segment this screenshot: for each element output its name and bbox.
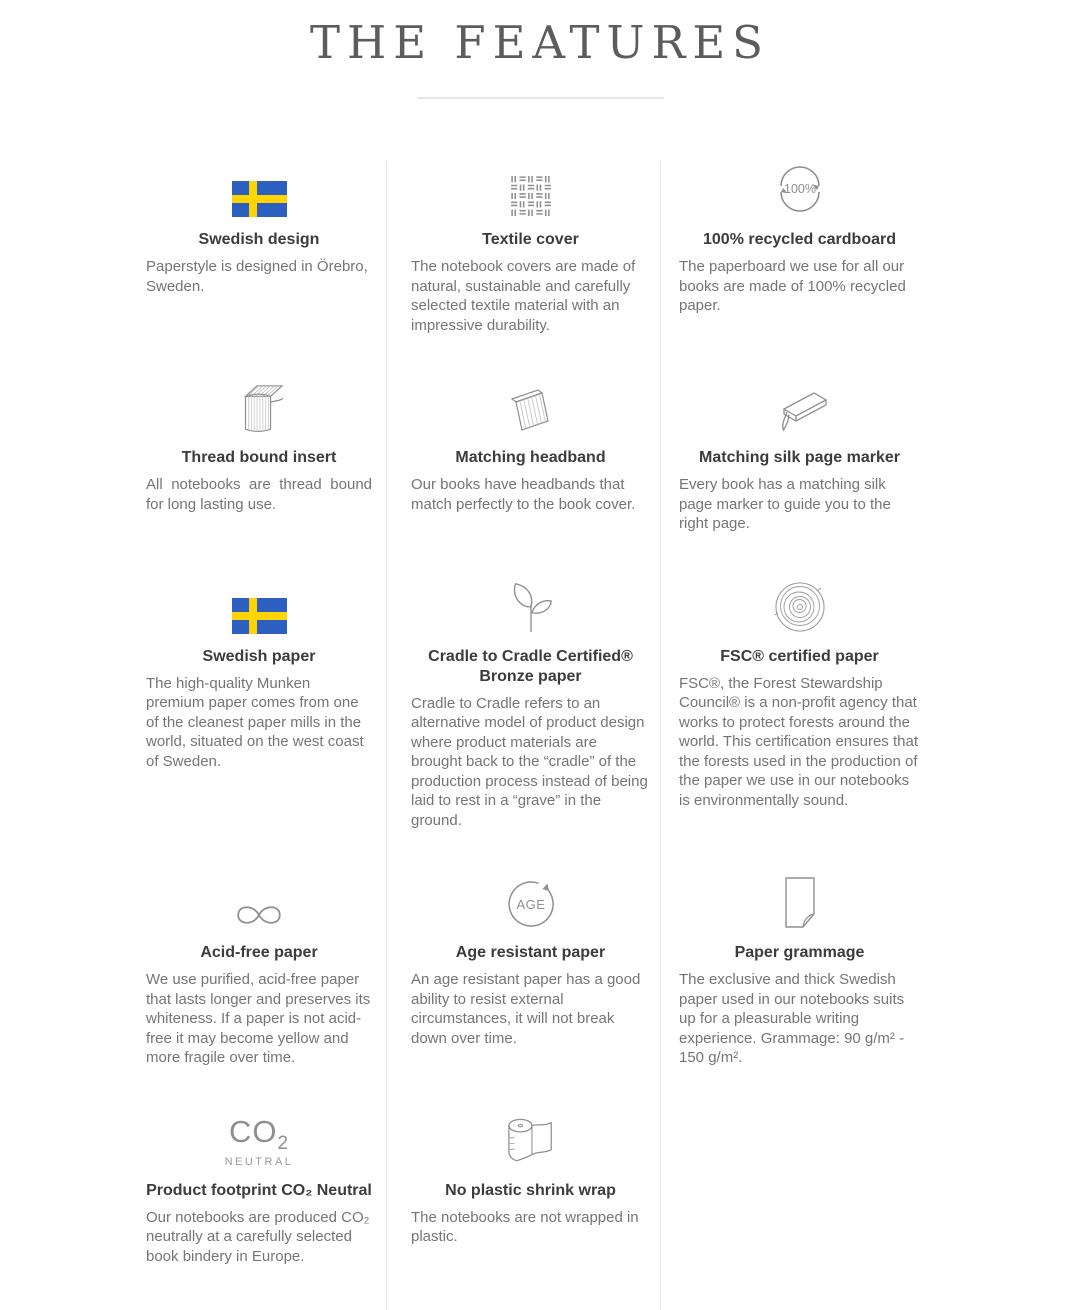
feature-body: The notebook covers are made of natural, sustainable and carefully selected textile material with an impressive durability. — [411, 257, 650, 335]
feature-card-acid-free — [140, 874, 386, 1112]
feature-title: Swedish paper — [146, 647, 372, 667]
feature-body: The paperboard we use for all our books are made of 100% recycled paper. — [679, 257, 920, 316]
feature-title: Acid-free paper — [146, 943, 372, 963]
age-label: AGE — [516, 897, 545, 912]
feature-title: Product footprint CO₂ Neutral — [146, 1181, 372, 1201]
co2-neutral-icon — [146, 1112, 372, 1168]
paper-sheet-icon — [679, 874, 920, 930]
feature-title: Cradle to Cradle Certified® Bronze paper — [411, 647, 650, 687]
feature-body: FSC®, the Forest Stewardship Council® is a non-profit agency that works to protect forests around the world. This certification ensures that the forests used in the production of the paper we use in our notebooks is environmentally sound. — [679, 674, 920, 811]
feature-title: Textile cover — [411, 230, 650, 250]
feature-title: Age resistant paper — [411, 943, 650, 963]
page-title: THE FEATURES — [0, 16, 1080, 69]
feature-card-thread-bound — [140, 379, 386, 578]
infinity-icon — [146, 874, 372, 930]
feature-title: FSC® certified paper — [679, 647, 920, 667]
feature-title: Swedish design — [146, 230, 372, 250]
features-page — [0, 16, 1080, 1096]
feature-body: The high-quality Munken premium paper comes from one of the cleanest paper mills in the world, situated on the west coast of Sweden. — [146, 674, 372, 772]
sweden-flag-icon — [146, 578, 372, 634]
sweden-flag-icon — [146, 161, 372, 217]
thread-bound-icon — [146, 379, 372, 435]
recycled-100-icon — [679, 161, 920, 217]
feature-card-fsc-paper — [660, 578, 940, 875]
feature-card-cradle-to-cradle — [386, 578, 660, 875]
feature-card-headband — [386, 379, 660, 578]
feature-body: The notebooks are not wrapped in plastic. — [411, 1208, 650, 1247]
feature-title: 100% recycled cardboard — [679, 230, 920, 250]
headband-icon — [411, 379, 650, 435]
feature-card-no-plastic — [386, 1112, 660, 1310]
co2-main-text: CO — [229, 1114, 278, 1149]
co2-sub-text: 2 — [277, 1134, 289, 1155]
feature-body: An age resistant paper has a good ability to resist external circumstances, it will not break down over time. — [411, 970, 650, 1048]
feature-title: Matching silk page marker — [679, 448, 920, 468]
plastic-roll-icon — [411, 1112, 650, 1168]
feature-body: Cradle to Cradle refers to an alternative model of product design where product materials are brought back to the “cradle” of the production process instead of being laid to rest in a “grave” in the ground. — [411, 694, 650, 831]
features-grid — [140, 161, 940, 1310]
feature-title: Paper grammage — [679, 943, 920, 963]
silk-marker-icon — [679, 379, 920, 435]
co2-neutral-label: NEUTRAL — [225, 1157, 294, 1168]
title-divider — [417, 97, 664, 99]
feature-body: We use purified, acid-free paper that lasts longer and preserves its whiteness. If a paper is not acid-free it may become yellow and more fragile over time. — [146, 970, 372, 1068]
leaf-sprout-icon — [411, 578, 650, 634]
textile-weave-icon — [411, 161, 650, 217]
feature-card-recycled-cardboard — [660, 161, 940, 379]
feature-card-co2-neutral — [140, 1112, 386, 1310]
feature-body: All notebooks are thread bound for long lasting use. — [146, 475, 372, 514]
feature-card-silk-marker — [660, 379, 940, 578]
feature-title: Matching headband — [411, 448, 650, 468]
feature-body: Our books have headbands that match perfectly to the book cover. — [411, 475, 650, 514]
feature-card-age-resistant — [386, 874, 660, 1112]
feature-body: Paperstyle is designed in Örebro, Sweden. — [146, 257, 372, 296]
feature-card-paper-grammage — [660, 874, 940, 1112]
recycled-100-label: 100% — [784, 182, 816, 196]
tree-rings-icon — [679, 578, 920, 634]
feature-body: Our notebooks are produced CO₂ neutrally at a carefully selected book bindery in Europe. — [146, 1208, 372, 1267]
feature-title: No plastic shrink wrap — [411, 1181, 650, 1201]
feature-card-swedish-paper — [140, 578, 386, 875]
feature-card-textile-cover — [386, 161, 660, 379]
feature-body: Every book has a matching silk page marker to guide you to the right page. — [679, 475, 920, 534]
empty-cell — [660, 1112, 940, 1310]
feature-title: Thread bound insert — [146, 448, 372, 468]
age-circle-icon — [411, 874, 650, 930]
feature-body: The exclusive and thick Swedish paper used in our notebooks suits up for a pleasurable writing experience. Grammage: 90 g/m² - 150 g/m². — [679, 970, 920, 1068]
feature-card-swedish-design — [140, 161, 386, 379]
